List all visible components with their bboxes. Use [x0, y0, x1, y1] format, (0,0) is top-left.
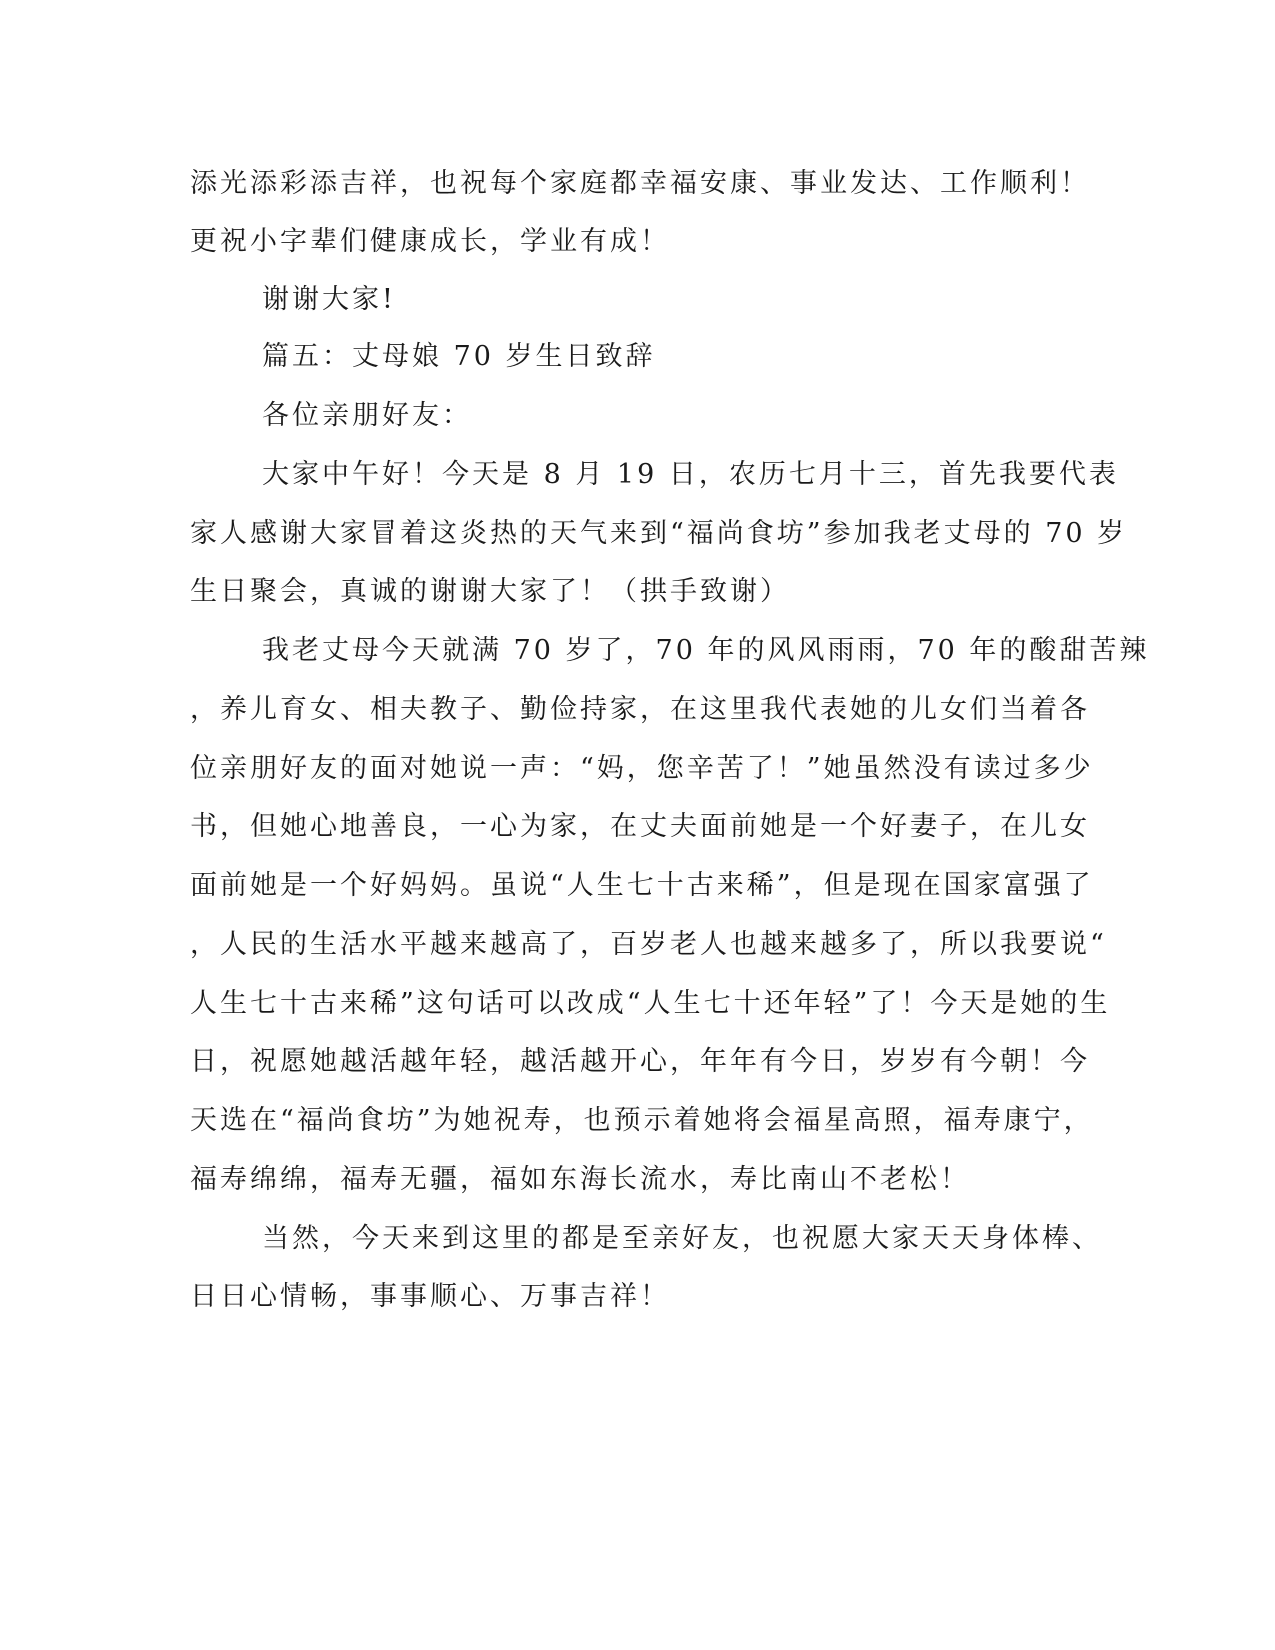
- salutation: 各位亲朋好友：: [262, 400, 472, 431]
- text-line: 日日心情畅，事事顺心、万事吉祥！: [190, 1281, 670, 1312]
- text-line: ，人民的生活水平越来越高了，百岁老人也越来越多了，所以我要说“: [190, 929, 1107, 960]
- section-title: 篇五：丈母娘 70 岁生日致辞: [262, 341, 656, 372]
- text-line: 福寿绵绵，福寿无疆，福如东海长流水，寿比南山不老松！: [190, 1164, 970, 1195]
- text-line: 面前她是一个好妈妈。虽说“人生七十古来稀”，但是现在国家富强了: [190, 870, 1094, 901]
- text-line: 更祝小字辈们健康成长，学业有成！: [190, 226, 670, 257]
- text-line: 大家中午好！今天是 8 月 19 日，农历七月十三，首先我要代表: [262, 459, 1119, 490]
- text-line: 生日聚会，真诚的谢谢大家了！（拱手致谢）: [190, 576, 790, 607]
- text-line: 家人感谢大家冒着这炎热的天气来到“福尚食坊”参加我老丈母的 70 岁: [190, 518, 1128, 549]
- text-line: ，养儿育女、相夫教子、勤俭持家，在这里我代表她的儿女们当着各: [190, 694, 1090, 725]
- closing-thanks: 谢谢大家!: [262, 284, 396, 315]
- text-line: 添光添彩添吉祥，也祝每个家庭都幸福安康、事业发达、工作顺利！: [190, 168, 1090, 199]
- text-line: 人生七十古来稀”这句话可以改成“人生七十还年轻”了！今天是她的生: [190, 988, 1111, 1019]
- text-line: 书，但她心地善良，一心为家，在丈夫面前她是一个好妻子，在儿女: [190, 811, 1090, 842]
- text-line: 天选在“福尚食坊”为她祝寿，也预示着她将会福星高照，福寿康宁，: [190, 1105, 1094, 1136]
- text-line: 当然，今天来到这里的都是至亲好友，也祝愿大家天天身体棒、: [262, 1223, 1102, 1254]
- text-line: 日，祝愿她越活越年轻，越活越开心，年年有今日，岁岁有今朝！今: [190, 1046, 1090, 1077]
- text-line: 我老丈母今天就满 70 岁了，70 年的风风雨雨，70 年的酸甜苦辣: [262, 635, 1150, 666]
- text-line: 位亲朋好友的面对她说一声：“妈，您辛苦了！”她虽然没有读过多少: [190, 753, 1094, 784]
